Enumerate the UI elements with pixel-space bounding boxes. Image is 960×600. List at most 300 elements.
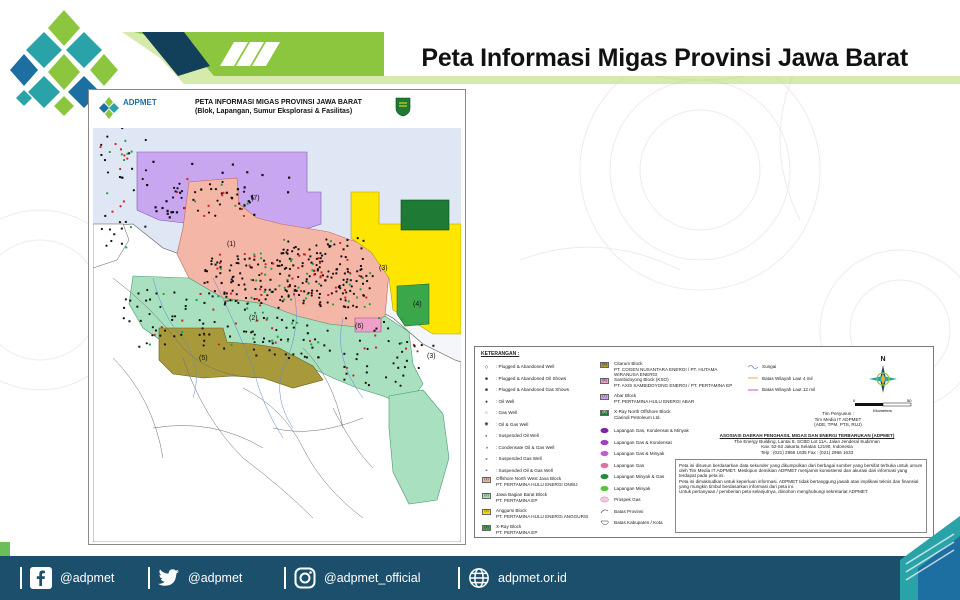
well-marker <box>264 291 266 293</box>
well-marker <box>145 139 147 141</box>
well-marker <box>220 266 222 268</box>
well-marker <box>226 192 228 194</box>
well-marker <box>227 325 229 327</box>
well-marker <box>264 289 266 291</box>
well-marker <box>291 278 293 280</box>
well-marker <box>319 293 321 295</box>
well-marker <box>203 340 205 342</box>
well-marker <box>348 300 350 302</box>
well-marker <box>215 188 217 190</box>
well-marker <box>123 200 125 202</box>
well-marker <box>343 305 345 307</box>
well-marker <box>224 292 226 294</box>
well-marker <box>274 288 276 290</box>
well-marker <box>260 280 262 282</box>
legend-card <box>474 346 934 538</box>
well-marker <box>230 264 232 266</box>
well-marker <box>260 302 262 304</box>
well-marker <box>303 300 305 302</box>
well-marker <box>125 246 127 248</box>
well-marker <box>114 143 116 145</box>
well-marker <box>251 297 253 299</box>
well-marker <box>347 271 349 273</box>
well-marker <box>313 274 315 276</box>
legend-field: Lapangan Gas & Minyak <box>599 448 739 460</box>
well-marker <box>154 334 156 336</box>
block-label-3b: (3) <box>427 353 436 360</box>
well-marker <box>125 221 127 223</box>
well-marker <box>365 296 367 298</box>
well-marker <box>263 260 265 262</box>
well-marker <box>253 348 255 350</box>
well-marker <box>263 337 265 339</box>
well-marker <box>128 320 130 322</box>
well-marker <box>360 265 362 267</box>
well-marker <box>290 298 292 300</box>
twitter-icon <box>158 567 180 589</box>
well-marker <box>356 296 358 298</box>
well-marker <box>319 266 321 268</box>
well-marker <box>275 342 277 344</box>
legend-lines <box>747 361 847 396</box>
suspended-oil-icon: ◐ <box>485 433 488 439</box>
well-marker <box>283 298 285 300</box>
well-marker <box>356 270 358 272</box>
legend-field: Prospek Gas <box>599 494 739 506</box>
well-marker <box>303 339 305 341</box>
well-marker <box>199 334 201 336</box>
well-marker <box>327 301 329 303</box>
well-marker <box>344 289 346 291</box>
well-marker <box>212 309 214 311</box>
well-marker <box>232 276 234 278</box>
well-marker <box>363 240 365 242</box>
well-marker <box>250 331 252 333</box>
well-marker <box>387 327 389 329</box>
well-marker <box>342 279 344 281</box>
well-marker <box>232 280 234 282</box>
well-marker <box>339 242 341 244</box>
well-marker <box>335 272 337 274</box>
well-marker <box>330 240 332 242</box>
well-marker <box>216 261 218 263</box>
oil-gas-well-icon: ◉ <box>484 421 489 427</box>
well-marker <box>244 253 246 255</box>
well-marker <box>288 177 290 179</box>
well-marker <box>154 206 156 208</box>
well-marker <box>359 288 361 290</box>
well-marker <box>246 171 248 173</box>
legend-block-6: (6) Sambidoyong Block (KSO) PT. AXIS SAMBIDOYONG ENERGI / PT. PERTAMINA EP <box>599 377 739 393</box>
well-marker <box>369 272 371 274</box>
well-marker <box>291 258 293 260</box>
well-marker <box>406 360 408 362</box>
well-marker <box>285 353 287 355</box>
well-marker <box>257 263 259 265</box>
well-marker <box>271 327 273 329</box>
well-marker <box>256 298 258 300</box>
well-marker <box>349 290 351 292</box>
well-marker <box>149 344 151 346</box>
website-url: adpmet.or.id <box>498 571 567 585</box>
footer-bar <box>0 556 960 600</box>
well-marker <box>282 252 284 254</box>
well-marker <box>302 302 304 304</box>
block-label-2: (2) <box>249 315 258 322</box>
gas-shows-icon: ■ <box>485 387 488 393</box>
well-marker <box>155 329 157 331</box>
well-marker <box>173 291 175 293</box>
well-marker <box>364 306 366 308</box>
field-gas-cond-icon <box>599 438 610 446</box>
twitter-link[interactable] <box>148 556 242 600</box>
well-marker <box>225 296 227 298</box>
well-marker <box>212 295 214 297</box>
well-marker <box>282 300 284 302</box>
well-marker <box>346 245 348 247</box>
well-marker <box>362 277 364 279</box>
well-marker <box>232 163 234 165</box>
map-header <box>89 90 465 128</box>
well-marker <box>151 334 153 336</box>
well-marker <box>170 211 172 213</box>
well-marker <box>293 327 295 329</box>
well-marker <box>333 243 335 245</box>
well-marker <box>200 188 202 190</box>
well-marker <box>287 191 289 193</box>
well-marker <box>284 287 286 289</box>
well-marker <box>286 280 288 282</box>
plugged-well-icon: ◇ <box>484 363 489 369</box>
well-marker <box>224 302 226 304</box>
well-marker <box>287 338 289 340</box>
well-marker <box>253 214 255 216</box>
well-marker <box>260 286 262 288</box>
well-marker <box>100 144 102 146</box>
well-marker <box>396 357 398 359</box>
well-marker <box>281 319 283 321</box>
district-boundary-icon <box>599 519 610 527</box>
well-marker <box>362 283 364 285</box>
well-marker <box>343 379 345 381</box>
well-marker <box>351 285 353 287</box>
well-marker <box>302 262 304 264</box>
well-marker <box>217 295 219 297</box>
field-gas-cond-oil-icon <box>599 427 610 435</box>
well-marker <box>346 373 348 375</box>
well-marker <box>366 280 368 282</box>
legend-block-8: (8) X-Ray North Offshore Block Clarindi Petroleum Ltd. <box>599 409 739 425</box>
compass-icon <box>863 353 903 399</box>
well-marker <box>297 287 299 289</box>
legend-item: ◐ : Suspended Oil Well <box>481 430 591 442</box>
slide-title: Peta Informasi Migas Provinsi Jawa Barat <box>421 44 908 72</box>
well-marker <box>223 347 225 349</box>
well-marker <box>300 290 302 292</box>
divider <box>458 567 460 589</box>
well-marker <box>123 317 125 319</box>
well-marker <box>266 294 268 296</box>
well-marker <box>173 187 175 189</box>
well-marker <box>261 272 263 274</box>
well-marker <box>331 292 333 294</box>
well-marker <box>303 253 305 255</box>
well-marker <box>286 290 288 292</box>
well-marker <box>179 192 181 194</box>
well-marker <box>255 355 257 357</box>
well-marker <box>375 347 377 349</box>
sea-4mil-icon <box>747 374 758 382</box>
well-marker <box>221 282 223 284</box>
well-marker <box>298 248 300 250</box>
well-marker <box>197 210 199 212</box>
facebook-link[interactable] <box>20 556 114 600</box>
well-marker <box>140 320 142 322</box>
legend-item: ● : Oil Well <box>481 396 591 408</box>
legend-line: Batas Wilayah Laut 12 mil <box>747 384 847 396</box>
block-label-4: (4) <box>413 301 422 308</box>
well-marker <box>237 188 239 190</box>
legend-field: Lapangan Gas & Kondensat <box>599 437 739 449</box>
river-icon <box>747 363 758 371</box>
well-marker <box>305 280 307 282</box>
well-marker <box>229 299 231 301</box>
well-marker <box>259 288 261 290</box>
well-marker <box>161 207 163 209</box>
well-marker <box>346 259 348 261</box>
well-marker <box>311 347 313 349</box>
legend-block-3: (3) Anggursi Block PT. PERTAMINA HULU ENERGI ANGGURSI <box>481 508 591 524</box>
well-marker <box>236 293 238 295</box>
well-marker <box>350 279 352 281</box>
legend-field: Lapangan Gas, Kondensat & Minyak <box>599 425 739 437</box>
well-marker <box>303 290 305 292</box>
well-marker <box>288 357 290 359</box>
legend-field: Lapangan Minyak & Gas <box>599 471 739 483</box>
prepared-by: Tim Penyusun : Tim Media IT ADPMET (ADE, TPM, PTS, RUJ) <box>814 411 862 428</box>
suspended-gas-icon: ◒ <box>485 456 488 462</box>
well-marker <box>119 176 121 178</box>
well-marker <box>180 197 182 199</box>
well-marker <box>307 292 309 294</box>
oil-shows-icon: ■ <box>485 375 488 381</box>
well-marker <box>254 288 256 290</box>
well-marker <box>326 276 328 278</box>
well-marker <box>133 189 135 191</box>
well-marker <box>359 269 361 271</box>
well-marker <box>339 263 341 265</box>
well-marker <box>332 303 334 305</box>
well-marker <box>215 276 217 278</box>
well-marker <box>315 281 317 283</box>
well-marker <box>277 336 279 338</box>
well-marker <box>243 283 245 285</box>
well-marker <box>276 317 278 319</box>
well-marker <box>203 302 205 304</box>
well-marker <box>252 338 254 340</box>
well-marker <box>260 252 262 254</box>
well-marker <box>320 257 322 259</box>
well-marker <box>146 342 148 344</box>
well-marker <box>244 258 246 260</box>
well-marker <box>406 341 408 343</box>
legend-item: ○ : Gas Well <box>481 407 591 419</box>
well-marker <box>222 192 224 194</box>
well-marker <box>258 274 260 276</box>
well-marker <box>366 365 368 367</box>
legend-field: Lapangan Minyak <box>599 483 739 495</box>
svg-text:Kilometers: Kilometers <box>873 408 892 413</box>
well-marker <box>327 330 329 332</box>
well-marker <box>356 353 358 355</box>
well-marker <box>123 154 125 156</box>
well-marker <box>319 262 321 264</box>
legend-block-4: (4) X-Ray Block PT. PERTAMINA EP <box>481 524 591 538</box>
well-marker <box>317 269 319 271</box>
well-marker <box>129 300 131 302</box>
well-marker <box>237 302 239 304</box>
well-marker <box>261 174 263 176</box>
well-marker <box>123 307 125 309</box>
well-marker <box>274 354 276 356</box>
legend-wells <box>481 361 591 538</box>
well-marker <box>270 268 272 270</box>
well-marker <box>142 178 144 180</box>
well-marker <box>318 297 320 299</box>
well-marker <box>279 299 281 301</box>
well-marker <box>167 213 169 215</box>
legend-item: ◒ : Suspended Gas Well <box>481 453 591 465</box>
well-marker <box>254 334 256 336</box>
well-marker <box>234 205 236 207</box>
well-marker <box>164 343 166 345</box>
well-marker <box>163 293 165 295</box>
svg-text:N: N <box>880 356 886 363</box>
well-marker <box>159 306 161 308</box>
well-marker <box>245 331 247 333</box>
well-marker <box>367 348 369 350</box>
well-marker <box>220 268 222 270</box>
well-marker <box>346 281 348 283</box>
well-marker <box>165 200 167 202</box>
prospect-gas-icon <box>599 496 610 504</box>
well-marker <box>253 254 255 256</box>
well-marker <box>266 317 268 319</box>
well-marker <box>245 297 247 299</box>
well-marker <box>402 375 404 377</box>
well-marker <box>346 239 348 241</box>
well-marker <box>292 319 294 321</box>
well-marker <box>196 299 198 301</box>
well-marker <box>314 338 316 340</box>
well-marker <box>171 315 173 317</box>
well-marker <box>121 243 123 245</box>
well-marker <box>101 228 103 230</box>
well-marker <box>246 307 248 309</box>
well-marker <box>247 203 249 205</box>
well-marker <box>221 181 223 183</box>
well-marker <box>289 258 291 260</box>
block-label-1: (1) <box>227 241 236 248</box>
legend-heading: KETERANGAN : <box>481 351 520 357</box>
well-marker <box>346 278 348 280</box>
svg-text:50: 50 <box>907 399 912 403</box>
well-marker <box>401 318 403 320</box>
divider <box>148 567 150 589</box>
well-marker <box>238 284 240 286</box>
svg-text:0: 0 <box>853 399 856 403</box>
instagram-icon <box>294 567 316 589</box>
instagram-link[interactable] <box>284 556 421 600</box>
well-marker <box>319 276 321 278</box>
well-marker <box>214 290 216 292</box>
well-marker <box>128 152 130 154</box>
well-marker <box>226 292 228 294</box>
map-card <box>88 89 466 545</box>
well-marker <box>216 267 218 269</box>
instagram-handle: @adpmet_official <box>324 571 421 585</box>
well-marker <box>120 148 122 150</box>
website-link[interactable] <box>458 556 567 600</box>
well-marker <box>104 215 106 217</box>
twitter-handle: @adpmet <box>188 571 243 585</box>
well-marker <box>400 342 402 344</box>
well-marker <box>204 282 206 284</box>
well-marker <box>352 305 354 307</box>
legend-line: Sungai <box>747 361 847 373</box>
well-marker <box>325 279 327 281</box>
well-marker <box>280 339 282 341</box>
well-marker <box>307 332 309 334</box>
well-marker <box>291 250 293 252</box>
well-marker <box>289 284 291 286</box>
well-marker <box>320 284 322 286</box>
legend-item: ◉ : Oil & Gas Well <box>481 419 591 431</box>
well-marker <box>293 293 295 295</box>
well-marker <box>277 265 279 267</box>
well-marker <box>119 205 121 207</box>
well-marker <box>145 300 147 302</box>
well-marker <box>225 300 227 302</box>
well-marker <box>340 298 342 300</box>
well-marker <box>175 190 177 192</box>
well-marker <box>121 228 123 230</box>
well-marker <box>295 246 297 248</box>
legend-block-2: (2) Jawa Bagian Barat Block PT. PERTAMINA EP <box>481 492 591 508</box>
well-marker <box>221 184 223 186</box>
well-marker <box>320 271 322 273</box>
well-marker <box>238 203 240 205</box>
well-marker <box>322 274 324 276</box>
well-marker <box>296 322 298 324</box>
well-marker <box>342 284 344 286</box>
well-marker <box>343 248 345 250</box>
well-marker <box>264 266 266 268</box>
well-marker <box>365 382 367 384</box>
well-marker <box>156 293 158 295</box>
well-marker <box>131 151 133 153</box>
well-marker <box>236 262 238 264</box>
well-marker <box>219 272 221 274</box>
corner-decoration <box>900 516 960 600</box>
well-marker <box>383 321 385 323</box>
well-marker <box>316 290 318 292</box>
well-marker <box>208 205 210 207</box>
well-marker <box>343 353 345 355</box>
well-marker <box>281 264 283 266</box>
well-marker <box>373 330 375 332</box>
well-marker <box>246 303 248 305</box>
